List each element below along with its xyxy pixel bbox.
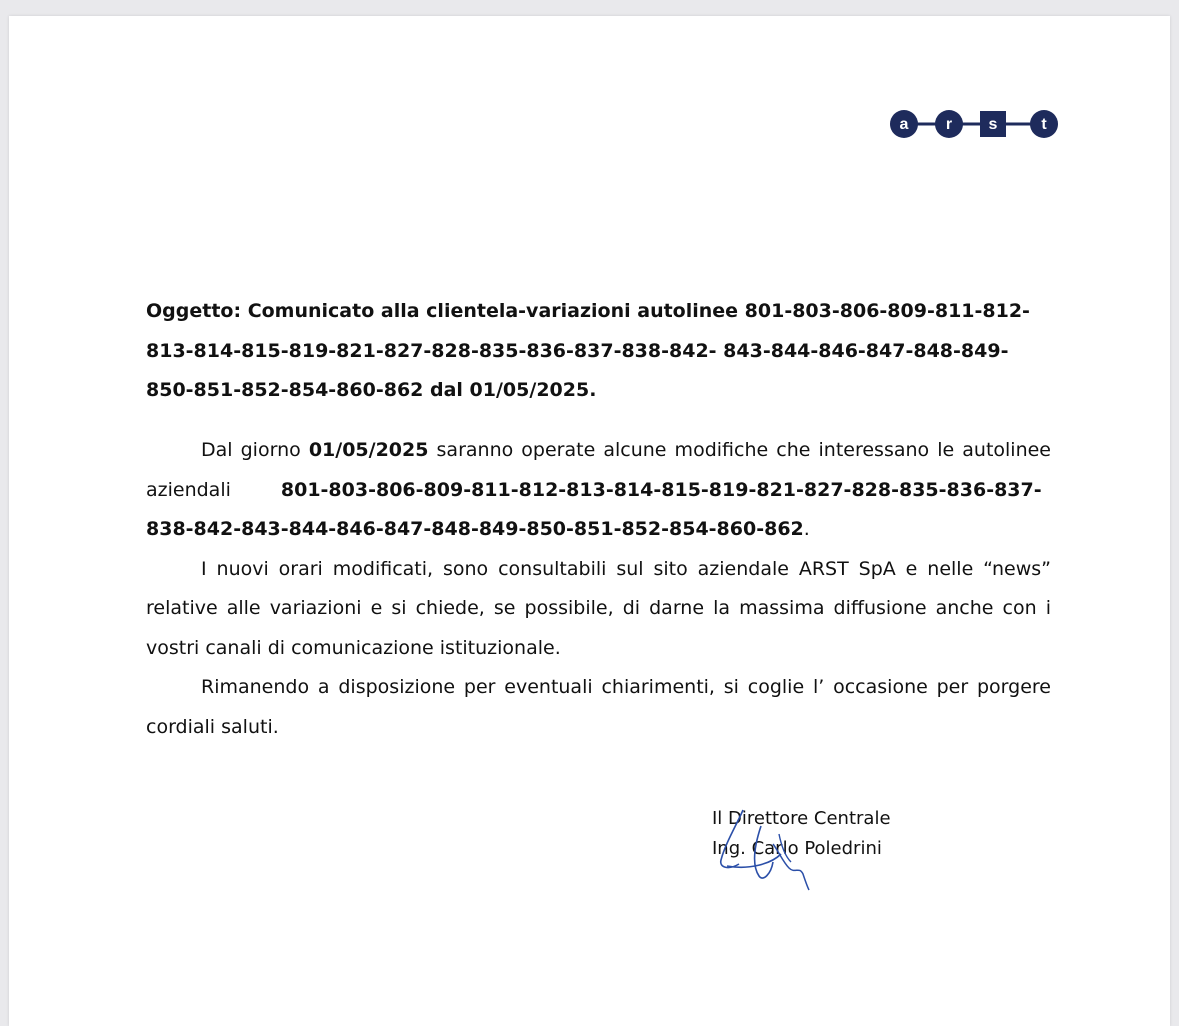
handwritten-signature [709,804,819,894]
paragraph-timetables: I nuovi orari modificati, sono consultabili sul sito aziendale ARST SpA e nelle “news” relative alle variazioni e si chiede, se possibile, di darne la massima diffusione anche con i vostri canali di comunicazione istituzionale. [146,557,1051,659]
svg-text:t: t [1041,116,1047,133]
letter-body [146,431,1051,747]
svg-text:s: s [988,116,998,133]
svg-text:a: a [899,116,909,133]
subject-line [146,292,1051,411]
subject-label: Oggetto: [146,300,242,322]
affected-lines: 801-803-806-809-811-812-813-814-815-819-821-827-828-835-836-837-838-842-843-844-846-847-848-849-850-851-852-854-860-862 [146,478,1042,540]
signer-name: Ing. Carlo Poledrini [712,838,882,859]
subject-text: Comunicato alla clientela-variazioni autolinee 801-803-806-809-811-812-813-814-815-819-821-827-828-835-836-837-838-842- 843-844-846-847-848-849-850-851-852-854-860-862 dal 01/05/2025. [146,300,1030,401]
svg-text:r: r [945,116,953,133]
paragraph-changes [146,431,1051,550]
signer-title: Il Direttore Centrale [712,808,891,829]
document-page [9,16,1170,1026]
p1-lead: Dal giorno [201,439,301,461]
arst-logo [889,109,1059,139]
paragraph-closing: Rimanendo a disposizione per eventuali chiarimenti, si coglie l’ occasione per porgere cordiali saluti. [146,676,1051,738]
p1-middle: saranno operate alcune modifiche che interessano le autolinee aziendali [146,439,1051,501]
effective-date: 01/05/2025 [308,439,429,461]
p1-end: . [803,518,810,540]
